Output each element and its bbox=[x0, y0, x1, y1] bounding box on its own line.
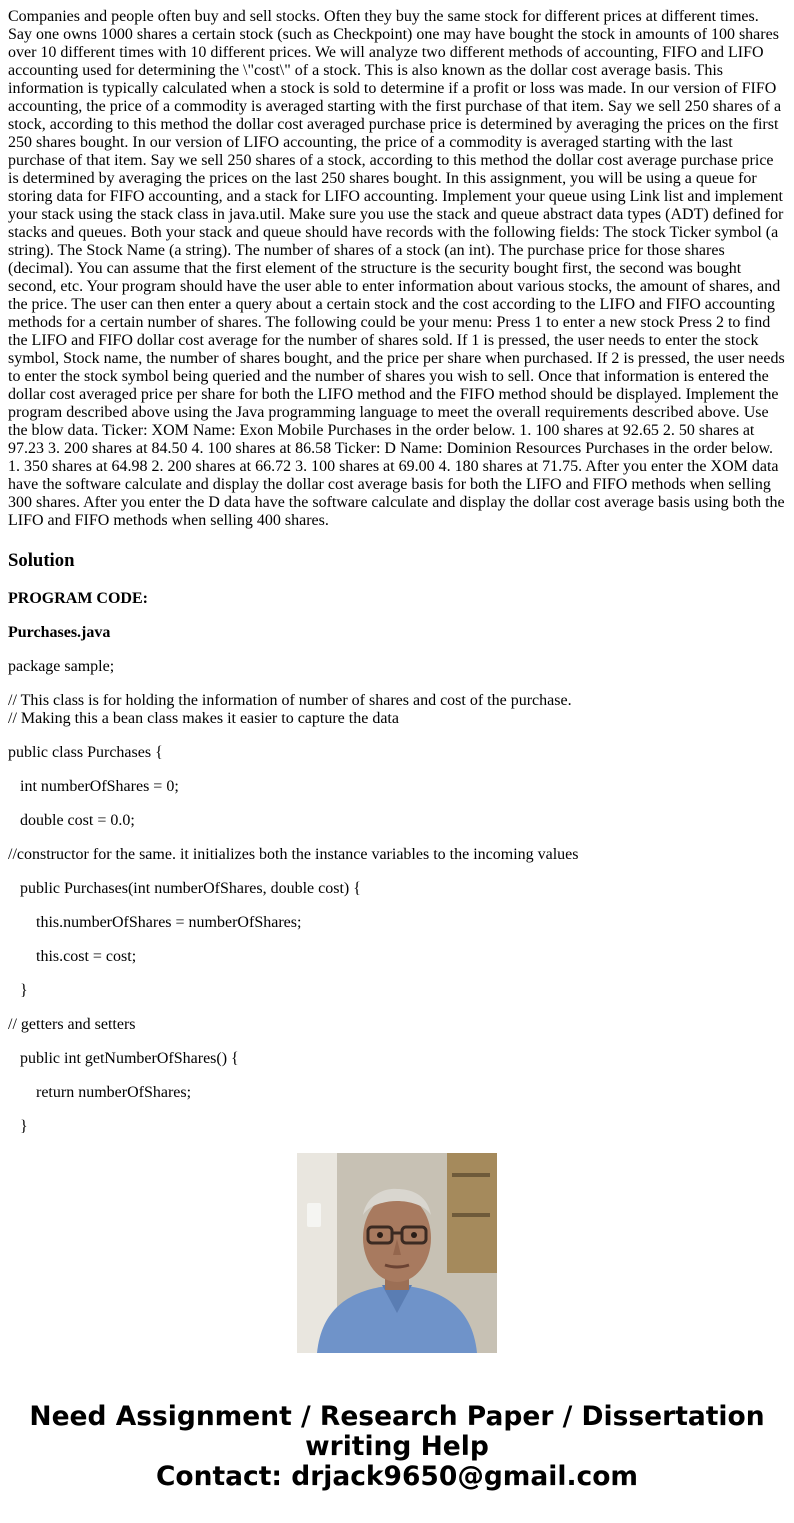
code-comment-line: // This class is for holding the information of number of shares and cost of the purchase. bbox=[8, 692, 572, 709]
code-line-ctor-comment: //constructor for the same. it initializes both the instance variables to the incoming values bbox=[8, 846, 579, 863]
code-line-ctor-close: } bbox=[20, 982, 28, 999]
code-line-field-cost: double cost = 0.0; bbox=[20, 812, 135, 829]
promo-line: writing Help bbox=[305, 1431, 489, 1462]
question-text: Companies and people often buy and sell stocks. Often they buy the same stock for different prices at different times. Say one owns 1000 shares a certain stock (such as Checkpoint) one may have bought the stock in amounts of 100 shares over 10 different times with 10 different prices. We will analyze two different methods of accounting, FIFO and LIFO accounting used for determining the \"cost\" of a stock. This is also known as the dollar cost average basis. This information is typically calculated when a stock is sold to determine if a profit or loss was made. In our version of FIFO accounting, the price of a commodity is averaged starting with the first purchase of that item. Say we sell 250 shares of a stock, according to this method the dollar cost averaged purchase price is determined by averaging the prices on the first 250 shares bought. In our version of LIFO accounting, the price of a commodity is averaged starting with the last purchase of that item. Say we sell 250 shares of a stock, according to this method the dollar cost average purchase price is determined by averaging the prices on the last 250 shares bought. In this assignment, you will be using a queue for storing data for FIFO accounting, and a stack for LIFO accounting. Implement your queue using Link list and implement your stack using the stack class in java.util. Make sure you use the stack and queue abstract data types (ADT) defined for stacks and queues. Both your stack and queue should have records with the following fields: The stock Ticker symbol (a string). The Stock Name (a string). The number of shares of a stock (an int). The purchase price for those shares (decimal). You can assume that the first element of the structure is the security bought first, the second was bought second, etc. Your program should have the user able to enter information about various stocks, the amount of shares, and the price. The user can then enter a query about a certain stock and the cost according to the LIFO and FIFO accounting methods for a certain number of shares. The following could be your menu: Press 1 to enter a new stock Press 2 to find the LIFO and FIFO dollar cost average for the number of shares sold. If 1 is pressed, the user needs to enter the stock symbol, Stock name, the number of shares bought, and the price per share when purchased. If 2 is pressed, the user needs to enter the stock symbol being queried and the number of shares you wish to sell. Once that information is entered the dollar cost averaged price per share for both the LIFO method and the FIFO method should be displayed. Implement the program described above using the Java programming language to meet the overall requirements described above. Use the blow data. Ticker: XOM Name: Exon Mobile Purchases in the order below. 1. 100 shares at 92.65 2. 50 shares at 97.23 3. 200 shares at 84.50 4. 100 shares at 86.58 Ticker: D Name: Dominion Resources Purchases in the order below. 1. 350 shares at 64.98 2. 200 shares at 66.72 3. 100 shares at 69.00 4. 180 shares at 71.75. After you enter the XOM data have the software calculate and display the dollar cost average basis for both the LIFO and FIFO methods when selling 300 shares. After you enter the D data have the software calculate and display the dollar cost average basis using both the LIFO and FIFO methods when selling 400 shares. bbox=[8, 8, 785, 529]
code-comment-block bbox=[8, 692, 786, 728]
author-avatar bbox=[297, 1153, 497, 1353]
solution-code bbox=[8, 590, 786, 1136]
code-line-getter-return: return numberOfShares; bbox=[36, 1084, 192, 1101]
code-line-class-decl: public class Purchases { bbox=[8, 744, 163, 761]
program-code-label: PROGRAM CODE: bbox=[8, 590, 148, 607]
author-portrait bbox=[297, 1153, 497, 1353]
code-line-getters-comment: // getters and setters bbox=[8, 1016, 136, 1033]
code-line-ctor-decl: public Purchases(int numberOfShares, double cost) { bbox=[20, 880, 361, 897]
promo-line: Need Assignment / Research Paper / Dissertation bbox=[29, 1401, 765, 1432]
solution-heading: Solution bbox=[8, 550, 75, 571]
code-comment-line: // Making this a bean class makes it easier to capture the data bbox=[8, 710, 399, 727]
contact-line: Contact: drjack9650@gmail.com bbox=[155, 1461, 639, 1492]
filename-label: Purchases.java bbox=[8, 624, 111, 641]
code-line-ctor-assign-shares: this.numberOfShares = numberOfShares; bbox=[36, 914, 302, 931]
code-line-getter-close: } bbox=[20, 1118, 28, 1135]
code-line-field-shares: int numberOfShares = 0; bbox=[20, 778, 179, 795]
document-content bbox=[8, 8, 786, 1135]
code-line-getter-decl: public int getNumberOfShares() { bbox=[20, 1050, 239, 1067]
code-line-ctor-assign-cost: this.cost = cost; bbox=[36, 948, 137, 965]
code-line-package: package sample; bbox=[8, 658, 115, 675]
promo-footer bbox=[0, 1402, 794, 1492]
